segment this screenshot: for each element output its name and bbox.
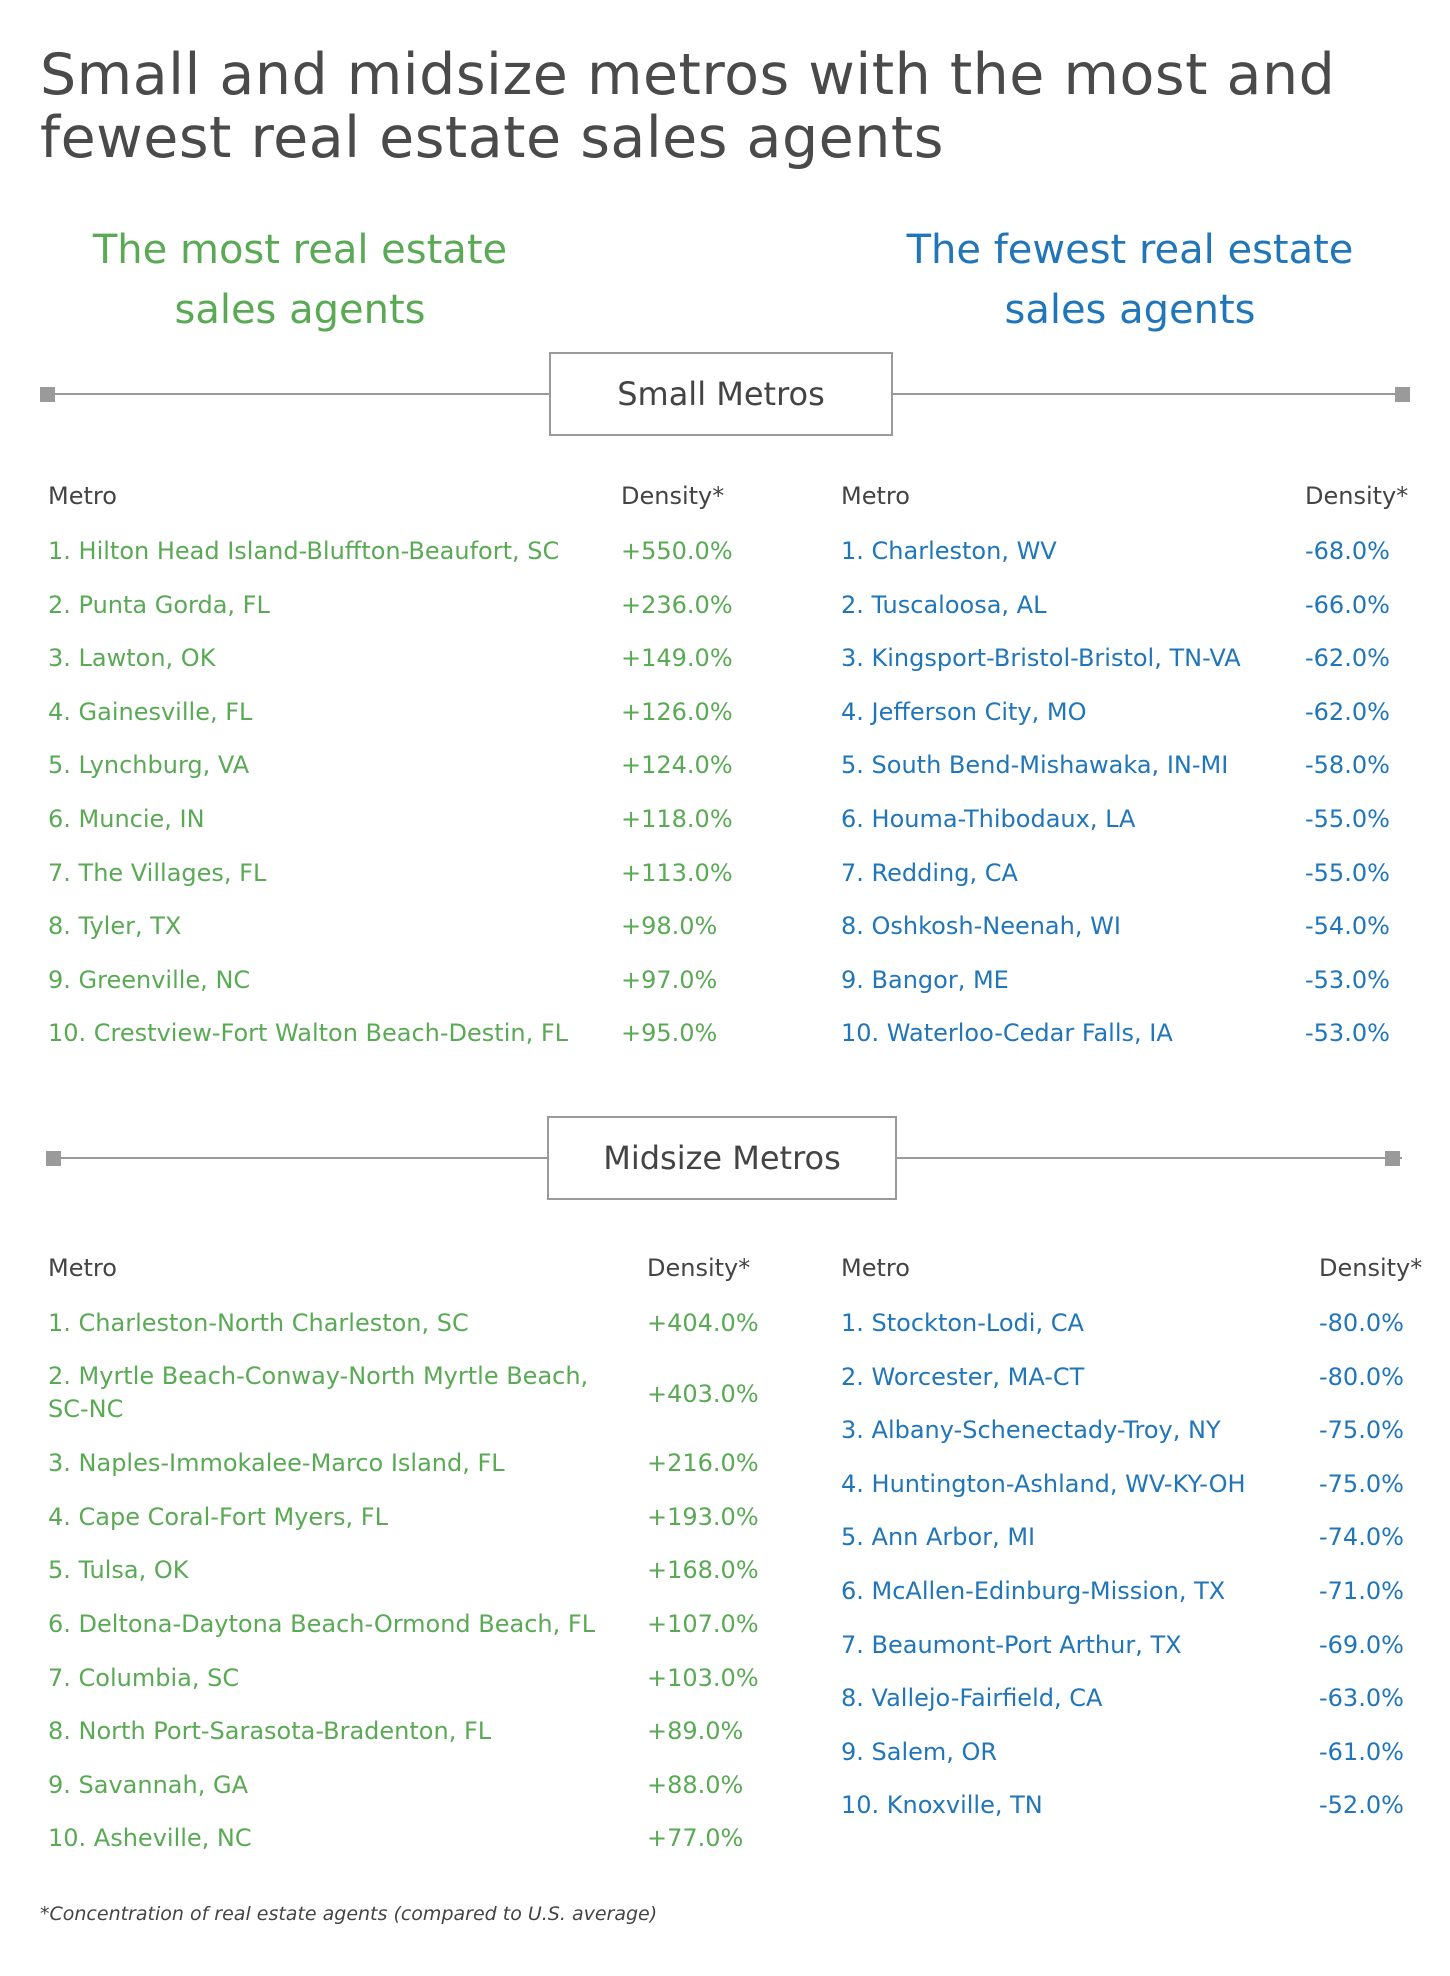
- density-value: -55.0%: [1305, 805, 1390, 833]
- density-value: -52.0%: [1319, 1791, 1404, 1820]
- metro-name: 2. Myrtle Beach-Conway-North Myrtle Beach, SC-NC: [48, 1361, 589, 1423]
- density-value: -62.0%: [1305, 644, 1390, 673]
- density-value: +113.0%: [621, 858, 733, 887]
- density-value: +149.0%: [621, 644, 733, 673]
- metro-name: 9. Greenville, NC: [48, 965, 251, 994]
- density-value: +97.0%: [621, 965, 718, 994]
- metro-name: 8. Vallejo-Fairfield, CA: [841, 1684, 1103, 1713]
- fewest-agents-heading: The fewest real estate sales agents: [906, 227, 1354, 333]
- metro-name: 5. South Bend-Mishawaka, IN-MI: [841, 751, 1229, 780]
- page-title: Small and midsize metros with the most and fewest real estate sales agents: [40, 42, 1336, 171]
- metro-name: 8. North Port-Sarasota-Bradenton, FL: [48, 1717, 492, 1746]
- metro-name: 10. Crestview-Fort Walton Beach-Destin, FL: [48, 1019, 569, 1048]
- density-value: -68.0%: [1305, 537, 1390, 565]
- density-value: +193.0%: [647, 1502, 759, 1531]
- metro-column-header: Metro: [841, 482, 910, 510]
- metro-name: 6. McAllen-Edinburg-Mission, TX: [841, 1577, 1226, 1605]
- density-value: +103.0%: [647, 1663, 759, 1692]
- midsize-fewest-table: [833, 1254, 1423, 1820]
- divider-right-cap: [1395, 387, 1410, 402]
- density-column-header: Density*: [621, 482, 725, 510]
- metro-name: 7. Columbia, SC: [48, 1663, 240, 1692]
- density-value: +168.0%: [647, 1556, 759, 1585]
- metro-name: 7. Beaumont-Port Arthur, TX: [841, 1630, 1182, 1659]
- density-value: +216.0%: [647, 1449, 759, 1478]
- small-fewest-table: [833, 482, 1413, 1052]
- metro-name: 5. Ann Arbor, MI: [841, 1523, 1036, 1552]
- metro-name: 9. Salem, OR: [841, 1737, 998, 1766]
- small-most-table: [40, 482, 740, 1052]
- metro-name: 3. Kingsport-Bristol-Bristol, TN-VA: [841, 644, 1241, 673]
- metro-name: 5. Tulsa, OK: [48, 1556, 189, 1585]
- metro-name: 3. Lawton, OK: [48, 644, 216, 673]
- metro-name: 7. The Villages, FL: [48, 858, 267, 887]
- metro-name: 2. Punta Gorda, FL: [48, 590, 270, 619]
- metro-name: 3. Naples-Immokalee-Marco Island, FL: [48, 1449, 505, 1478]
- midsize-metros-label: Midsize Metros: [547, 1116, 897, 1200]
- metro-column-header: Metro: [841, 1254, 910, 1282]
- density-value: -80.0%: [1319, 1362, 1404, 1391]
- metro-name: 1. Charleston-North Charleston, SC: [48, 1309, 469, 1337]
- density-value: -54.0%: [1305, 912, 1390, 941]
- metro-name: 4. Huntington-Ashland, WV-KY-OH: [841, 1469, 1246, 1498]
- metro-column-header: Metro: [48, 1254, 117, 1282]
- density-value: +88.0%: [647, 1770, 744, 1799]
- small-metros-divider: [40, 352, 1410, 442]
- density-value: +98.0%: [621, 912, 718, 941]
- density-column-header: Density*: [1319, 1254, 1423, 1282]
- density-value: -74.0%: [1319, 1523, 1404, 1552]
- density-column-header: Density*: [1305, 482, 1409, 510]
- density-value: +126.0%: [621, 697, 733, 726]
- density-value: -53.0%: [1305, 965, 1390, 994]
- metro-name: 10. Asheville, NC: [48, 1824, 252, 1853]
- density-value: +89.0%: [647, 1717, 744, 1746]
- metro-name: 2. Worcester, MA-CT: [841, 1362, 1085, 1391]
- metro-name: 8. Oshkosh-Neenah, WI: [841, 912, 1121, 941]
- density-value: +236.0%: [621, 590, 733, 619]
- metro-name: 6. Houma-Thibodaux, LA: [841, 805, 1136, 833]
- metro-name: 3. Albany-Schenectady-Troy, NY: [841, 1416, 1221, 1445]
- density-value: -61.0%: [1319, 1737, 1404, 1766]
- metro-name: 4. Gainesville, FL: [48, 697, 253, 726]
- density-value: -69.0%: [1319, 1630, 1404, 1659]
- metro-name: 5. Lynchburg, VA: [48, 751, 250, 780]
- midsize-most-table: [40, 1254, 759, 1874]
- metro-name: 4. Jefferson City, MO: [841, 697, 1087, 726]
- metro-name: 9. Savannah, GA: [48, 1770, 248, 1799]
- density-value: -58.0%: [1305, 751, 1390, 780]
- metro-column-header: Metro: [48, 482, 117, 510]
- density-value: +118.0%: [621, 805, 733, 833]
- metro-name: 7. Redding, CA: [841, 858, 1018, 887]
- midsize-metros-divider: [40, 1116, 1410, 1206]
- density-column-header: Density*: [647, 1254, 751, 1282]
- density-value: +95.0%: [621, 1019, 718, 1048]
- density-value: +124.0%: [621, 751, 733, 780]
- density-value: -75.0%: [1319, 1469, 1404, 1498]
- density-value: -71.0%: [1319, 1577, 1404, 1605]
- divider-right-cap: [1385, 1151, 1400, 1166]
- density-value: +403.0%: [647, 1379, 759, 1408]
- density-value: +77.0%: [647, 1824, 744, 1853]
- density-value: -80.0%: [1319, 1309, 1404, 1337]
- metro-name: 9. Bangor, ME: [841, 965, 1009, 994]
- metro-name: 2. Tuscaloosa, AL: [841, 590, 1047, 619]
- metro-name: 1. Stockton-Lodi, CA: [841, 1309, 1084, 1337]
- density-value: -53.0%: [1305, 1019, 1390, 1048]
- density-value: +404.0%: [647, 1309, 759, 1337]
- metro-name: 6. Deltona-Daytona Beach-Ormond Beach, FL: [48, 1610, 596, 1638]
- divider-left-cap: [46, 1151, 61, 1166]
- metro-name: 10. Waterloo-Cedar Falls, IA: [841, 1019, 1173, 1048]
- density-value: -66.0%: [1305, 590, 1390, 619]
- density-value: +550.0%: [621, 537, 733, 565]
- small-metros-label: Small Metros: [549, 352, 893, 436]
- metro-name: 1. Hilton Head Island-Bluffton-Beaufort, SC: [48, 537, 560, 565]
- metro-name: 10. Knoxville, TN: [841, 1791, 1043, 1820]
- metro-name: 1. Charleston, WV: [841, 537, 1057, 565]
- density-value: +107.0%: [647, 1610, 759, 1638]
- density-value: -63.0%: [1319, 1684, 1404, 1713]
- metro-name: 8. Tyler, TX: [48, 912, 182, 941]
- metro-name: 4. Cape Coral-Fort Myers, FL: [48, 1502, 388, 1531]
- metro-name: 6. Muncie, IN: [48, 805, 205, 833]
- most-agents-heading: The most real estate sales agents: [92, 227, 508, 333]
- density-value: -62.0%: [1305, 697, 1390, 726]
- density-value: -55.0%: [1305, 858, 1390, 887]
- divider-left-cap: [40, 387, 55, 402]
- footnote: *Concentration of real estate agents (compared to U.S. average): [40, 1903, 658, 1925]
- density-value: -75.0%: [1319, 1416, 1404, 1445]
